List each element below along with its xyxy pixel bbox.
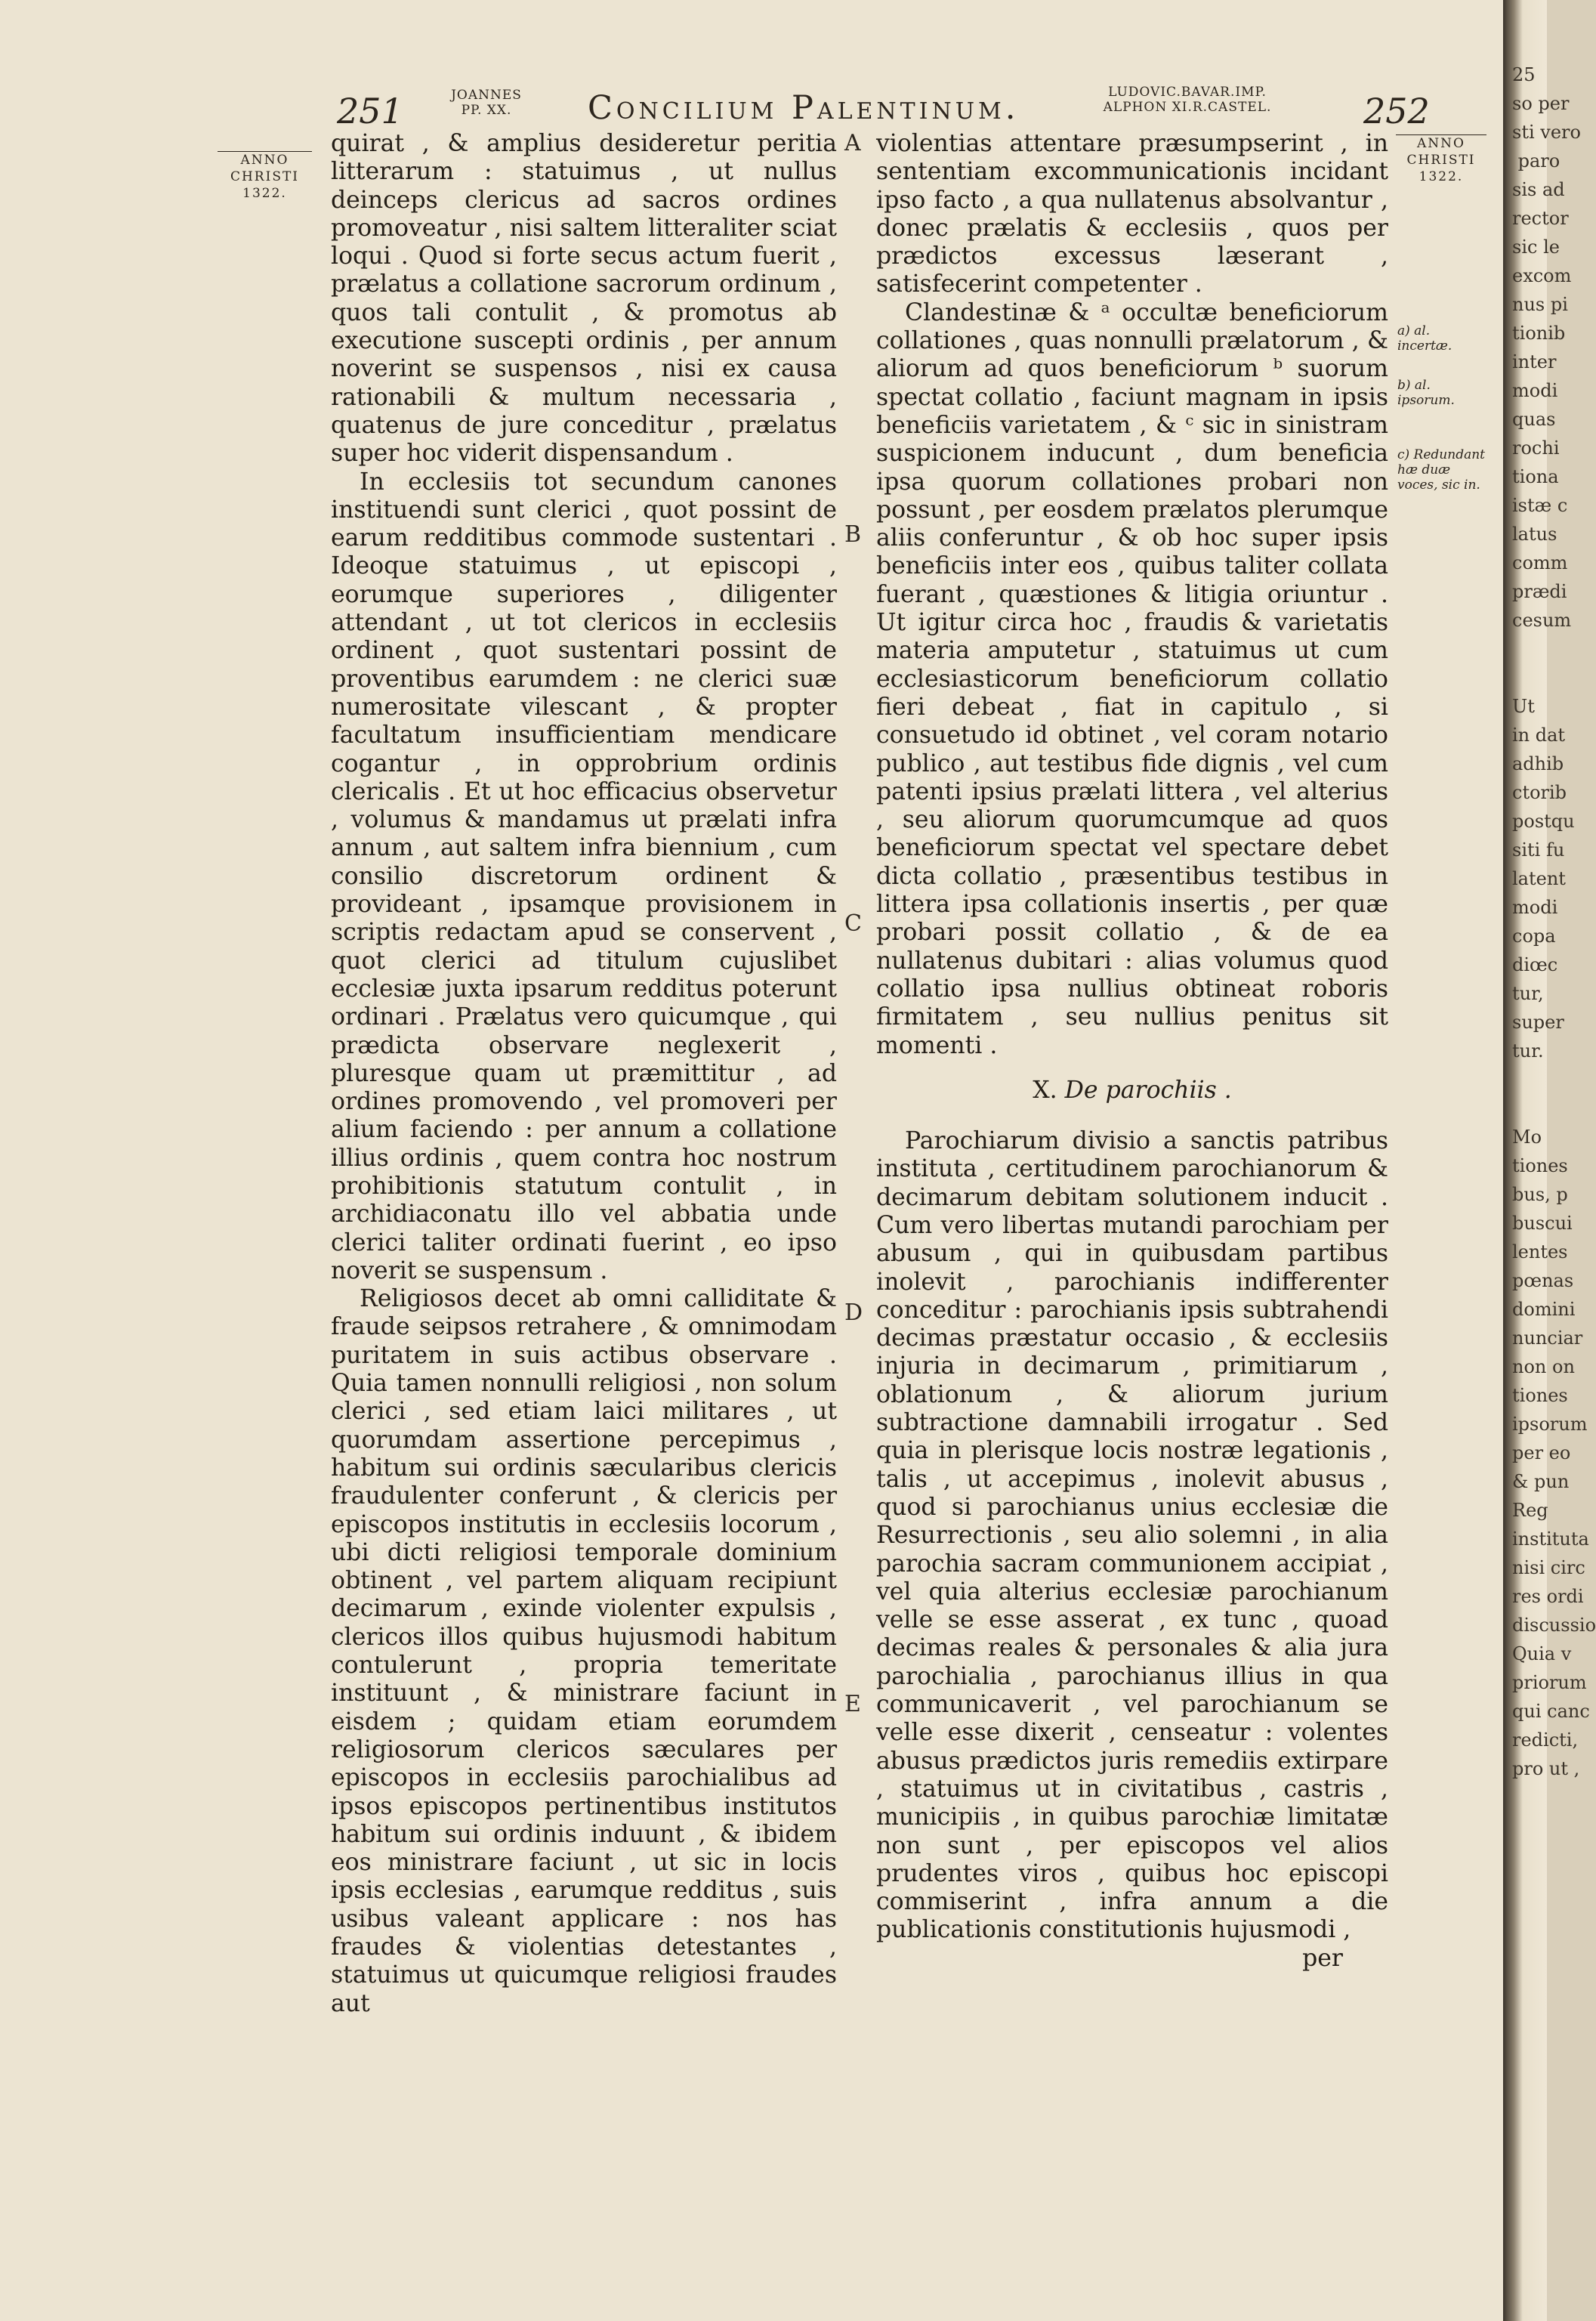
page-number-left: 251 — [337, 91, 403, 131]
section-title-text: De parochiis . — [1064, 1076, 1232, 1104]
section-heading — [876, 1077, 1388, 1105]
section-marker-a: A — [844, 130, 861, 156]
anno-word: ANNO — [1417, 136, 1465, 151]
christi-word: CHRISTI — [1406, 153, 1476, 168]
next-page-text: 25 so per sti vero paro sis ad rector sic le excom nus pi tionib inter modi quas rochi tiona istæ c latus comm prædi cesum Ut in dat adhib ctorib postqu siti fu latent modi copa diœc tur, super tur. Mo tiones bus, p buscui lentes pœnas domini nunciar non on tiones ipsorum per eo & pun Reg instituta nisi circ res ordi discussio Quia v priorum qui canc redicti, pro ut , — [1512, 64, 1596, 1779]
page-number-right: 252 — [1363, 91, 1430, 131]
page-title: Concilium Palentinum. — [588, 89, 1020, 127]
anno-christi-left — [218, 151, 312, 202]
footnote-a: a) al. incertæ. — [1397, 323, 1452, 354]
paragraph: Clandestinæ & ᵃ occultæ beneficiorum collationes , quas nonnulli prælatorum , & aliorum ad quos beneficiorum ᵇ suorum spectat collatio , faciunt magnam in ipsis beneficiis varietatem , & ᶜ sic in sinistram suspicionem inducunt , dum beneficia ipsa quorum collationes probari non possunt , per eosdem prælatos plerumque aliis conferuntur , & ob hoc super ipsis beneficiis inter eos , quibus taliter collata fuerant , quæstiones & litigia oriuntur . Ut igitur circa hoc , fraudis & varietatis materia amputetur , statuimus ut cum ecclesiasticorum beneficiorum collatio fieri debeat , fiat in capitulo , si consuetudo id obtinet , vel coram notario publico , aut testibus fide dignis , vel cum patenti ipsius prælati littera , vel alterius , seu aliorum quorumcumque ad quos beneficiorum spectat vel spectare debet dicta collatio , præsentibus testibus in littera ipsa collationis insertis , per quæ probari possit collatio , & de ea nullatenus dubitari : alias volumus quod collatio ipsa nullius obtineat roboris firmitatem , seu nullius penitus sit momenti . — [876, 298, 1388, 1059]
paragraph: In ecclesiis tot secundum canones instituendi sunt clerici , quot possint de earum redditibus commode sustentari . Ideoque statuimus , ut episcopi , eorumque superiores , diligenter attendant , ut tot clericos in ecclesiis ordinent , quot sustentari possint de proventibus earumdem : ne clerici suæ numerositate vilescant , & propter facultatum insufficientiam mendicare cogantur , in opprobrium ordinis clericalis . Et ut hoc efficacius observetur , volumus & mandamus ut prælati infra annum , aut saltem infra biennium , cum consilio discretorum ordinent & provideant , ipsamque provisionem in scriptis redactam apud se conservent , quot clerici ad titulum cujuslibet ecclesiæ juxta ipsarum redditus poterunt ordinari . Prælatus vero quicumque , qui prædicta observare neglexerit , pluresque quam ut præmittitur , ad ordines promovendo , vel promoveri per alium faciendo : per annum a collatione illius ordinis , quem contra hoc nostrum prohibitionis statutum contulit , in archidiaconatu illo vel abbatia unde clerici taliter ordinati fuerint , eo ipso noverit se suspensum . — [331, 468, 837, 1284]
left-column — [331, 130, 837, 2018]
section-marker-d: D — [844, 1300, 863, 1326]
pope-name: JOANNES PP. XX. — [451, 88, 522, 118]
section-marker-c: C — [844, 910, 862, 937]
anno-year: 1322. — [242, 186, 287, 201]
catchword: per — [1302, 1944, 1343, 1972]
anno-rule — [1396, 134, 1486, 135]
ruler-king: ALPHON XI.R.CASTEL. — [1103, 100, 1272, 115]
section-marker-e: E — [844, 1691, 861, 1717]
paragraph: Religiosos decet ab omni calliditate & fraude seipsos retrahere , & omnimodam puritatem in suis actibus observare . Quia tamen nonnulli religiosi , non solum clerici , sed etiam laici militares , ut quorumdam assertione percepimus , habitum sui ordinis sæcularibus clericis fraudulenter conferunt , & clericis per episcopos institutis in ecclesiis locorum , ubi dicti religiosi temporale dominium obtinent , vel partem aliquam recipiunt decimarum , exinde violenter expulsis , clericos illos quibus hujusmodi habitum contulerunt , propria temeritate instituunt , & ministrare faciunt in eisdem ; quidam etiam eorumdem religiosorum clericos sæculares per episcopos in ecclesiis parochialibus ad ipsos episcopos pertinentibus institutos habitum sui ordinis induunt , & ibidem eos ministrare faciunt , ut sic in locis ipsis ecclesias , earumque redditus , suis usibus valeant applicare : nos has fraudes & violentias detestantes , statuimus ut quicumque religiosi fraudes aut — [331, 1285, 837, 2017]
anno-year: 1322. — [1418, 169, 1464, 184]
christi-word: CHRISTI — [230, 169, 300, 184]
anno-word: ANNO — [240, 153, 289, 168]
footnote-b: b) al. ipsorum. — [1397, 378, 1455, 408]
anno-rule — [218, 151, 312, 152]
right-column — [876, 130, 1388, 1973]
section-number: X. — [1033, 1076, 1057, 1104]
running-header — [0, 85, 1503, 130]
ruler-emperor: LUDOVIC.BAVAR.IMP. — [1108, 85, 1267, 100]
footnote-c: c) Redundant hæ duæ voces, sic in. — [1397, 447, 1485, 493]
paragraph: Parochiarum divisio a sanctis patribus instituta , certitudinem parochianorum & decimarum debitam solutionem inducit . Cum vero libertas mutandi parochiam per abusum , qui in quibusdam partibus inolevit , parochianis indifferenter conceditur : parochianis ipsis subtrahendi decimas præstatur occasio , & ecclesiis injuria in decimarum , primitiarum , oblationum , & aliorum jurium subtractione damnabili irrogatur . Sed quia in plerisque locis nostræ legationis , talis , ut accepimus , inolevit abusus , quod si parochianus unius ecclesiæ die Resurrectionis , seu alio solemni , in alia parochia sacram communionem accipiat , vel quia alterius ecclesiæ parochianum velle se esse asserat , ex tunc , quoad decimas reales & personales & alia jura parochialia , parochianus illius in qua communicaverit , vel parochianum se velle esse dixerit , censeatur : volentes abusus prædictos juris remediis extirpare , statuimus ut in civitatibus , castris , municipiis , in quibus parochiæ limitatæ non sunt , per episcopos vel alios prudentes viros , quibus hoc episcopi commiserint , infra annum a die publicationis constitutionis hujusmodi , — [876, 1127, 1388, 1944]
next-page-edge — [1503, 0, 1596, 2321]
section-marker-b: B — [844, 521, 862, 548]
rulers-names — [1082, 85, 1293, 115]
anno-christi-right — [1396, 134, 1486, 185]
paragraph: violentias attentare præsumpserint , in sententiam excommunicationis incidant ipso facto , a qua nullatenus absolvantur , donec prælatis & ecclesiis , quos per prædictos excessus læserant , satisfecerint competenter . — [876, 130, 1388, 298]
paragraph: quirat , & amplius desideretur peritia litterarum : statuimus , ut nullus deinceps clericus ad sacros ordines promoveatur , nisi saltem litteraliter sciat loqui . Quod si forte secus actum fuerit , prælatus a collatione sacrorum ordinum , quos tali contulit , & promotus ab executione suscepti ordinis , per annum noverint se suspensos , nisi ex causa rationabili & multum necessaria , quatenus de jure conceditur , prælatus super hoc viderit dispensandum . — [331, 130, 837, 468]
